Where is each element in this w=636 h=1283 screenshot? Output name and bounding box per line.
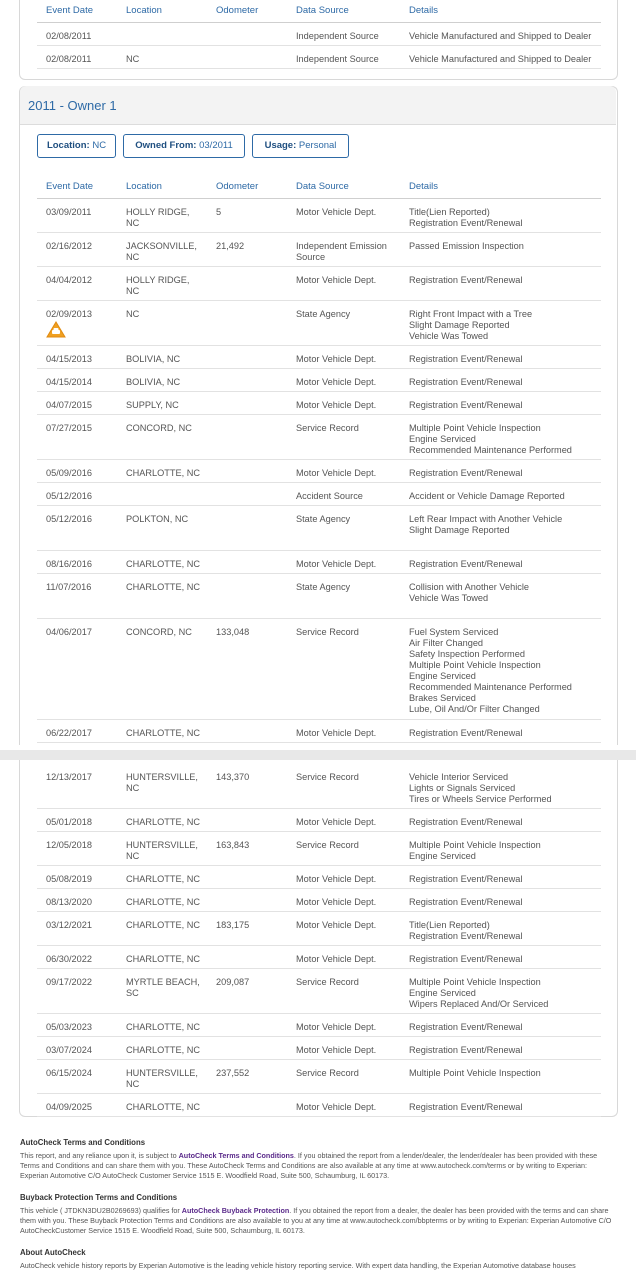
header-location: Location [126,181,162,192]
event-date: 04/06/2017 [46,627,92,637]
location: HOLLY RIDGE, NC [126,275,190,296]
detail-line: Engine Serviced [409,434,476,444]
location: HUNTERSVILLE, NC [126,1068,198,1089]
table-row [37,346,601,369]
event-date: 02/09/2013 [46,309,92,319]
terms-text [20,1206,616,1236]
event-date: 12/05/2018 [46,840,92,850]
location: HUNTERSVILLE, NC [126,772,198,793]
pill-label: Usage: [264,140,297,151]
table-row [37,392,601,415]
owner-history-table [37,173,601,743]
event-date: 08/16/2016 [46,559,92,569]
data-source: Motor Vehicle Dept. [296,559,377,569]
detail-line: Multiple Point Vehicle Inspection [409,660,541,670]
event-date: 04/07/2015 [46,400,92,410]
detail-line: Registration Event/Renewal [409,1102,523,1112]
table-row [37,23,601,46]
details [409,275,601,286]
terms-blocks [20,1138,616,1271]
terms-link[interactable]: AutoCheck Buyback Protection [181,1206,290,1215]
detail-line: Registration Event/Renewal [409,954,523,964]
data-source: Motor Vehicle Dept. [296,275,377,285]
detail-line: Engine Serviced [409,671,476,681]
event-date: 03/12/2021 [46,920,92,930]
detail-line: Registration Event/Renewal [409,559,523,569]
detail-line: Passed Emission Inspection [409,241,524,251]
detail-line: Vehicle Was Towed [409,593,489,603]
terms-text-part: This report, and any reliance upon it, is subject to [20,1151,179,1160]
details [409,400,601,411]
odometer: 5 [216,207,222,217]
data-source: Accident Source [296,491,363,501]
detail-line: Recommended Maintenance Performed [409,445,572,455]
pill-value: 03/2011 [199,140,233,151]
table-row [37,720,601,743]
location: CHARLOTTE, NC [126,1022,201,1032]
header-data-source: Data Source [296,5,349,16]
detail-line: Registration Event/Renewal [409,1045,523,1055]
data-source: Motor Vehicle Dept. [296,400,377,410]
table-row [37,233,601,267]
table-row [37,619,601,720]
location: POLKTON, NC [126,514,189,524]
odometer: 21,492 [216,241,245,251]
detail-line: Lube, Oil And/Or Filter Changed [409,704,540,714]
table-row [37,369,601,392]
data-source: Motor Vehicle Dept. [296,1045,377,1055]
details [409,582,601,604]
table-row [37,969,601,1014]
detail-line: Accident or Vehicle Damage Reported [409,491,565,501]
data-source: Motor Vehicle Dept. [296,354,377,364]
odometer: 237,552 [216,1068,250,1078]
location: CHARLOTTE, NC [126,728,201,738]
detail-line: Registration Event/Renewal [409,1022,523,1032]
details [409,874,601,885]
details [409,354,601,365]
data-source: Motor Vehicle Dept. [296,728,377,738]
details [409,1022,601,1033]
table-row [37,1094,601,1117]
location-pill [37,134,116,158]
data-source: State Agency [296,582,351,592]
data-source: Motor Vehicle Dept. [296,954,377,964]
location: CHARLOTTE, NC [126,468,201,478]
header-event-date: Event Date [46,181,93,192]
terms-text [20,1151,616,1181]
pill-label: Location: [46,140,90,151]
location: CHARLOTTE, NC [126,1045,201,1055]
top-rows [37,23,601,69]
odometer: 143,370 [216,772,250,782]
table-row [37,199,601,233]
data-source: Motor Vehicle Dept. [296,874,377,884]
event-date: 04/04/2012 [46,275,92,285]
location: CHARLOTTE, NC [126,874,201,884]
event-date: 05/12/2016 [46,491,92,501]
header-event-date: Event Date [46,5,93,16]
table-row [37,1014,601,1037]
detail-line: Registration Event/Renewal [409,874,523,884]
data-source: Service Record [296,1068,359,1078]
location: CHARLOTTE, NC [126,954,201,964]
table-row [37,460,601,483]
detail-line: Lights or Signals Serviced [409,783,516,793]
event-date: 08/13/2020 [46,897,92,907]
pill-value: NC [92,140,107,151]
detail-line: Registration Event/Renewal [409,400,523,410]
event-date: 05/12/2016 [46,514,92,524]
header-odometer: Odometer [216,5,259,16]
data-source: Motor Vehicle Dept. [296,1022,377,1032]
table-row [37,946,601,969]
detail-line: Air Filter Changed [409,638,484,648]
detail-line: Brakes Serviced [409,693,476,703]
location: NC [126,54,140,64]
detail-line: Recommended Maintenance Performed [409,682,572,692]
location: CHARLOTTE, NC [126,817,201,827]
terms-text-part: AutoCheck vehicle history reports by Experian Automotive is the leading vehicle history reporting service. With expert data handling, the Experian Automotive database houses [20,1261,576,1270]
terms-block [20,1193,616,1236]
terms-link[interactable]: AutoCheck Terms and Conditions [178,1151,294,1160]
data-source: State Agency [296,514,351,524]
event-date: 02/08/2011 [46,54,92,64]
location: NC [126,309,140,319]
data-source: Independent Emission Source [296,241,387,262]
table-row [37,267,601,301]
usage-pill [252,134,349,158]
event-date: 06/22/2017 [46,728,92,738]
data-source: Motor Vehicle Dept. [296,377,377,387]
detail-line: Vehicle Was Towed [409,331,489,341]
history-rows-page1 [37,199,601,743]
detail-line: Multiple Point Vehicle Inspection [409,1068,541,1078]
table-row [37,1060,601,1094]
details [409,377,601,388]
detail-line: Registration Event/Renewal [409,468,523,478]
detail-line: Registration Event/Renewal [409,931,523,941]
details [409,897,601,908]
details [409,1068,601,1079]
event-date: 05/03/2023 [46,1022,92,1032]
details [409,31,601,42]
detail-line: Multiple Point Vehicle Inspection [409,423,541,433]
terms-section [20,1138,616,1283]
event-date: 04/15/2013 [46,354,92,364]
location: CONCORD, NC [126,423,192,433]
location: CHARLOTTE, NC [126,920,201,930]
data-source: Service Record [296,627,359,637]
data-source: Motor Vehicle Dept. [296,897,377,907]
header-location: Location [126,5,162,16]
data-source: Independent Source [296,54,379,64]
terms-text-part: . If you obtained the report from a dealer, the dealer has been provided with the terms and can share them with you. These Buyback Protection Terms and Conditions are also available to you at any time at www.autocheck.com/bbpterms or by writing to Experian: Experian Automotive C/O AutoCheckCustomer Service 1515 E. Woodfield Road, Suite 500, Schaumburg, IL 60173. [20,1206,612,1235]
details [409,241,601,252]
event-date: 04/15/2014 [46,377,92,387]
detail-line: Registration Event/Renewal [409,275,523,285]
detail-line: Left Rear Impact with Another Vehicle [409,514,563,524]
terms-block [20,1138,616,1181]
detail-line: Engine Serviced [409,988,476,998]
detail-line: Vehicle Manufactured and Shipped to Dealer [409,31,592,41]
owner-section-header [20,86,616,125]
owner-history-table-continued [37,764,601,1117]
location: SUPPLY, NC [126,400,179,410]
detail-line: Tires or Wheels Service Performed [409,794,552,804]
detail-line: Registration Event/Renewal [409,377,523,387]
detail-line: Slight Damage Reported [409,320,510,330]
owner-section-title: 2011 - Owner 1 [28,98,117,113]
details [409,627,601,715]
details [409,817,601,828]
event-date: 02/08/2011 [46,31,92,41]
table-row [37,912,601,946]
event-date: 06/30/2022 [46,954,92,964]
location: CONCORD, NC [126,627,192,637]
detail-line: Registration Event/Renewal [409,354,523,364]
details [409,954,601,965]
data-source: Independent Source [296,31,379,41]
detail-line: Multiple Point Vehicle Inspection [409,840,541,850]
details [409,559,601,570]
event-date: 12/13/2017 [46,772,92,782]
data-source: Motor Vehicle Dept. [296,468,377,478]
data-source: Motor Vehicle Dept. [296,920,377,930]
table-row [37,764,601,809]
detail-line: Right Front Impact with a Tree [409,309,533,319]
data-source: Motor Vehicle Dept. [296,817,377,827]
details [409,514,601,536]
details [409,423,601,456]
data-source: State Agency [296,309,351,319]
details [409,309,601,342]
location: JACKSONVILLE, NC [126,241,197,262]
detail-line: Vehicle Manufactured and Shipped to Dealer [409,54,592,64]
data-source: Motor Vehicle Dept. [296,1102,377,1112]
event-date: 09/17/2022 [46,977,92,987]
terms-text [20,1261,616,1271]
terms-title: Buyback Protection Terms and Conditions [20,1193,178,1202]
table-header [37,173,601,199]
location: HOLLY RIDGE, NC [126,207,190,228]
detail-line: Wipers Replaced And/Or Serviced [409,999,549,1009]
location: MYRTLE BEACH, SC [126,977,200,998]
odometer: 133,048 [216,627,250,637]
event-date: 06/15/2024 [46,1068,92,1078]
details [409,491,601,502]
table-row [37,832,601,866]
detail-line: Registration Event/Renewal [409,728,523,738]
detail-line: Registration Event/Renewal [409,218,523,228]
event-date: 03/07/2024 [46,1045,92,1055]
details [409,977,601,1010]
details [409,468,601,479]
location: CHARLOTTE, NC [126,1102,201,1112]
history-rows-page2 [37,764,601,1117]
table-row [37,866,601,889]
terms-text-part: . If you obtained the report from a lender/dealer, the lender/dealer has been provided with these Terms and Conditions and can share them with you. These AutoCheck Terms and Conditions are also available at any time at www.autocheck.com/terms or by writing to Experian: Experian Automotive C/O AutoCheck Customer Service 1515 E. Woodfield Road, Suite 500, Schaumburg, IL 60173. [20,1151,598,1180]
header-data-source: Data Source [296,181,349,192]
detail-line: Registration Event/Renewal [409,817,523,827]
owned-from-pill [123,134,245,158]
terms-block [20,1248,616,1271]
detail-line: Multiple Point Vehicle Inspection [409,977,541,987]
data-source: Service Record [296,772,359,782]
page-break [0,750,636,760]
event-date: 03/09/2011 [46,207,92,217]
detail-line: Registration Event/Renewal [409,897,523,907]
pill-label: Owned From: [135,140,197,151]
table-row [37,301,601,346]
location: BOLIVIA, NC [126,354,181,364]
table-row [37,574,601,619]
details [409,728,601,739]
header-details: Details [409,5,439,16]
table-row [37,809,601,832]
data-source: Service Record [296,423,359,433]
header-details: Details [409,181,439,192]
details [409,840,601,862]
details [409,1045,601,1056]
location: CHARLOTTE, NC [126,559,201,569]
pill-value: Personal [298,140,337,151]
table-header [37,0,601,23]
event-date: 05/09/2016 [46,468,92,478]
data-source: Service Record [296,840,359,850]
table-row [37,46,601,69]
detail-line: Engine Serviced [409,851,476,861]
accident-warning-icon [46,321,66,338]
detail-line: Vehicle Interior Serviced [409,772,509,782]
table-row [37,889,601,912]
details [409,54,601,65]
detail-line: Collision with Another Vehicle [409,582,530,592]
location: BOLIVIA, NC [126,377,181,387]
odometer: 183,175 [216,920,250,930]
detail-line: Title(Lien Reported) [409,920,490,930]
details [409,920,601,942]
terms-title: About AutoCheck [20,1248,86,1257]
data-source: Service Record [296,977,359,987]
data-source: Motor Vehicle Dept. [296,207,377,217]
event-date: 02/16/2012 [46,241,92,251]
table-row [37,1037,601,1060]
header-odometer: Odometer [216,181,259,192]
detail-line: Fuel System Serviced [409,627,499,637]
event-date: 11/07/2016 [46,582,92,592]
details [409,1102,601,1113]
event-date: 04/09/2025 [46,1102,92,1112]
table-row [37,415,601,460]
terms-text-part: This vehicle ( JTDKN3DU2B0269693) qualifies for [20,1206,182,1215]
location: CHARLOTTE, NC [126,582,201,592]
odometer: 163,843 [216,840,250,850]
event-date: 05/08/2019 [46,874,92,884]
details [409,207,601,229]
detail-line: Slight Damage Reported [409,525,510,535]
event-date: 05/01/2018 [46,817,92,827]
location: CHARLOTTE, NC [126,897,201,907]
location: HUNTERSVILLE, NC [126,840,198,861]
table-row [37,506,601,551]
odometer: 209,087 [216,977,250,987]
terms-title: AutoCheck Terms and Conditions [20,1138,146,1147]
detail-line: Safety Inspection Performed [409,649,525,659]
event-date: 07/27/2015 [46,423,92,433]
details [409,772,601,805]
detail-line: Title(Lien Reported) [409,207,490,217]
table-row [37,551,601,574]
table-row [37,483,601,506]
top-table [37,0,601,69]
